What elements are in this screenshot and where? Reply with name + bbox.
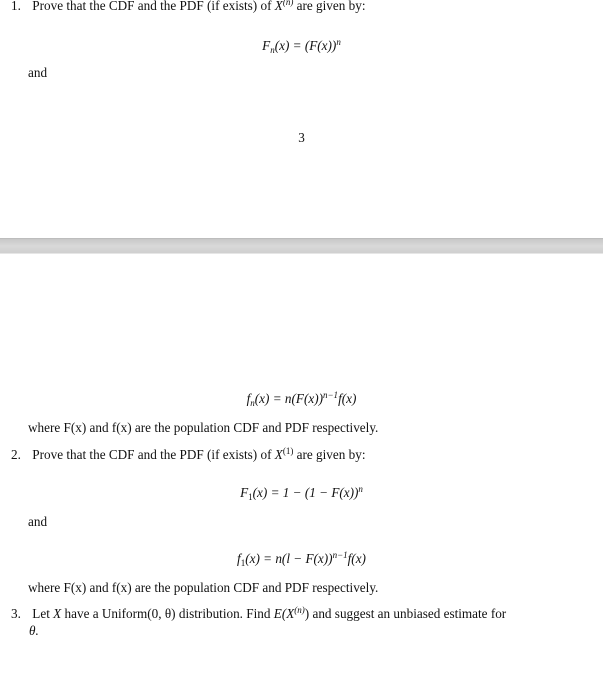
page-break-divider [0, 238, 603, 254]
item-2-var: X [274, 447, 283, 462]
item-3-line2: θ. [29, 623, 39, 638]
item-1-where: where F(x) and f(x) are the population CDF and PDF respectively. [28, 420, 379, 435]
item-1-pdf-formula: $f_n(x) = n(F(x))^{n-1}f(x)$ [246, 390, 357, 408]
item-1-text-after: are given by: [296, 0, 366, 13]
item-1-sup: (n) [282, 0, 294, 7]
item-1-statement [11, 0, 365, 14]
item-1-text-before: Prove that the CDF and the PDF (if exists) of [32, 0, 272, 13]
item-2-cdf-formula: $F_1(x) = 1 - (1 - F(x))^n$ [240, 484, 363, 502]
item-1-number: 1. [11, 0, 21, 13]
item-2-where: where F(x) and f(x) are the population CDF and PDF respectively. [28, 580, 379, 595]
item-3-statement: 3. Let X have a Uniform(0, θ) distribution. Find $E(X^{(n)})$ and suggest an unbiased estimate for [11, 605, 507, 621]
item-1-and: and [28, 65, 48, 80]
item-1-cdf-formula: $F_n(x) = (F(x))^n$ [262, 37, 341, 55]
item-2-text-after: are given by: [296, 447, 366, 462]
item-2-and: and [28, 514, 48, 529]
item-2-sup: (1) [282, 446, 294, 456]
item-3-number: 3. [11, 606, 21, 621]
item-2-text-before: Prove that the CDF and the PDF (if exists) of [32, 447, 272, 462]
item-2-pdf-formula: $f_1(x) = n(l - F(x))^{n-1}f(x)$ [237, 550, 366, 568]
page-number: 3 [298, 130, 305, 145]
item-2-statement [11, 447, 365, 463]
item-1-var: X [274, 0, 283, 13]
item-2-number: 2. [11, 447, 21, 462]
